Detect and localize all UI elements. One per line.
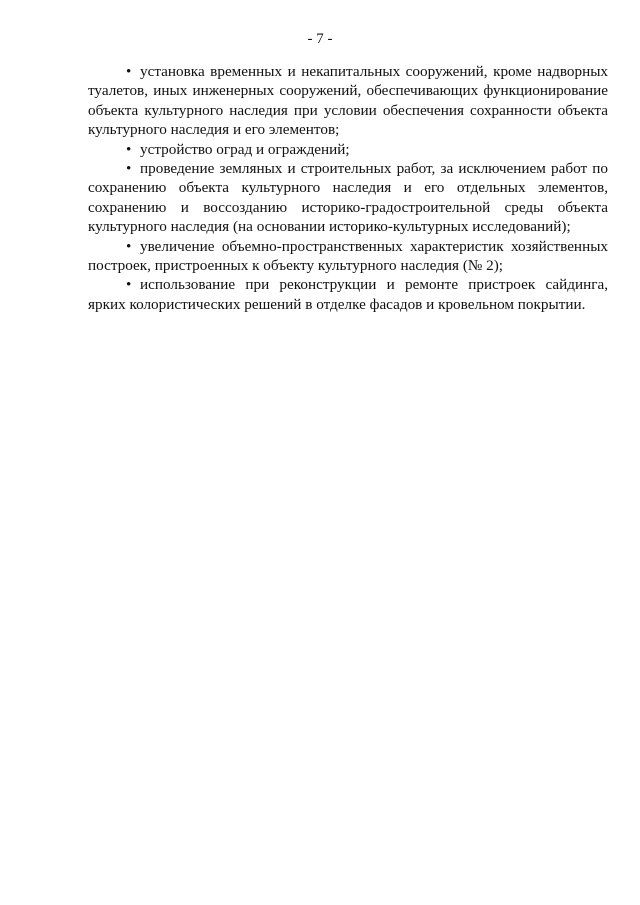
list-item <box>88 159 608 237</box>
list-item <box>88 275 608 314</box>
list-item-text: установка временных и некапитальных сооружений, кроме надворных туалетов, иных инженерных сооружений, обеспечивающих функционирование объекта культурного наследия при условии обеспечения сохранности объекта культурного наследия и его элементов; <box>88 63 608 139</box>
list-item-text: проведение земляных и строительных работ, за исключением работ по сохранению объекта культурного наследия и его отдельных элементов, сохранению и воссозданию историко-градостроительной среды объекта культурного наследия (на основании историко-культурных исследований); <box>88 160 608 236</box>
list-item-text: использование при реконструкции и ремонте пристроек сайдинга, ярких колористических решений в отделке фасадов и кровельном покрытии. <box>88 276 608 313</box>
page-number: - 7 - <box>307 31 333 47</box>
bullet-icon: • <box>126 160 132 178</box>
bullet-icon: • <box>126 140 132 158</box>
list-item <box>88 140 608 159</box>
document-body <box>88 62 608 314</box>
list-item <box>88 62 608 140</box>
list-item-text: устройство оград и ограждений; <box>140 140 350 158</box>
bullet-icon: • <box>126 237 132 255</box>
bullet-icon: • <box>126 63 132 80</box>
bullet-icon: • <box>126 276 132 294</box>
list-item <box>88 237 608 276</box>
list-item-text: увеличение объемно-пространственных характеристик хозяйственных построек, пристроенных к объекту культурного наследия (№ 2); <box>88 237 608 275</box>
